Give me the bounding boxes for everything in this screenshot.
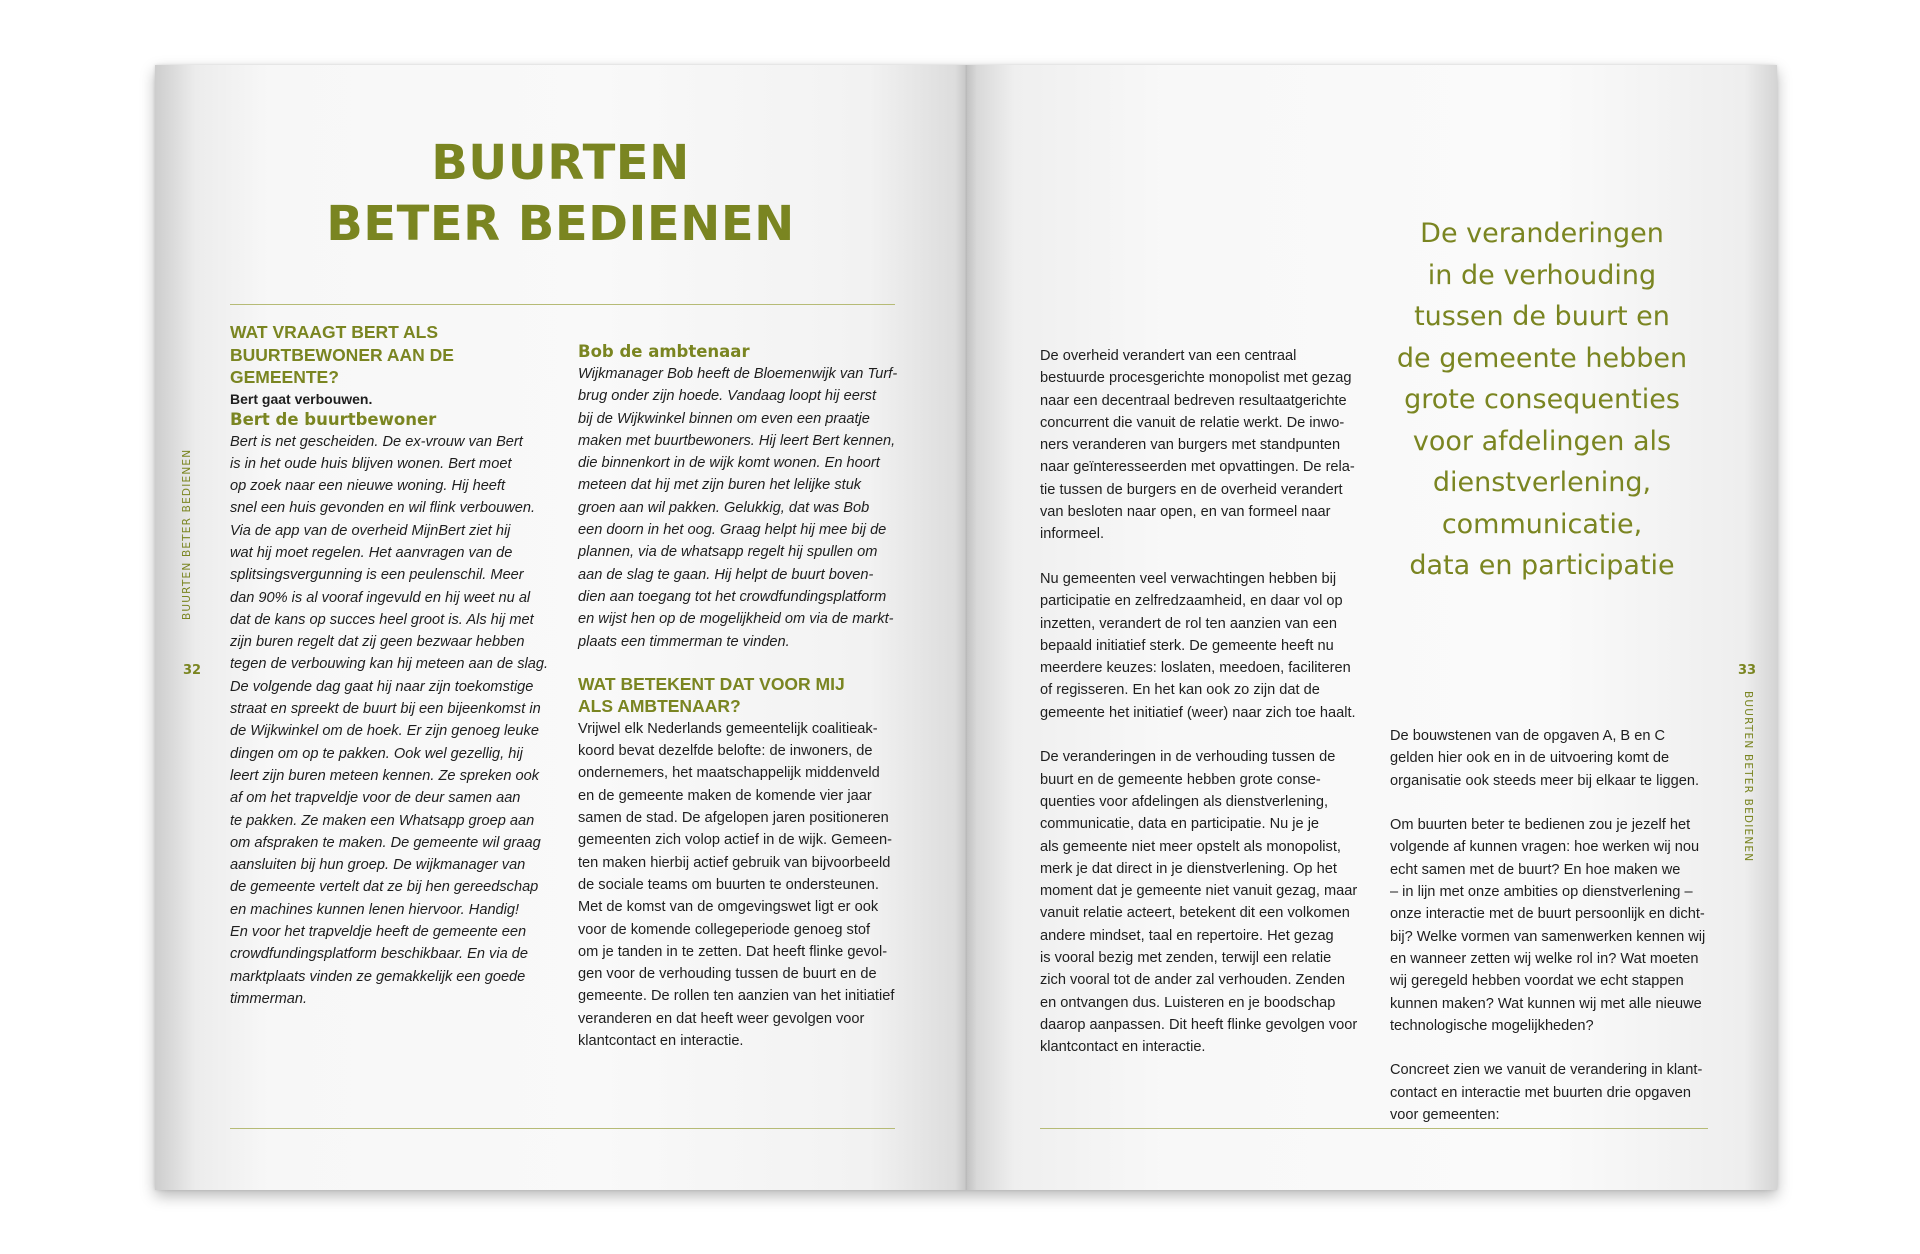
body-paragraph: Concreet zien we vanuit de verandering in klant- contact en interactie met buurten drie opgaven voor gemeenten: bbox=[1390, 1062, 1703, 1124]
body-paragraph: De bouwstenen van de opgaven A, B en C gelden hier ook en in de uitvoering komt de organisatie ook steeds meer bij elkaar te liggen. bbox=[1390, 728, 1700, 789]
right-page bbox=[966, 65, 1777, 1190]
body-paragraph: De overheid verandert van een centraal bestuurde procesgerichte monopolist met gezag naar een decentraal bedreven resultaatgerichte concurrent die vanuit de relatie werkt. De inwo- ners veranderen van burgers met standpunten naar geïnteresseerden met opvattingen. De rela- tie tussen de burgers en de overheid verandert van besloten naar open, en van formeel naar informeel. bbox=[1040, 348, 1355, 543]
bottom-rule bbox=[1040, 1128, 1708, 1129]
section-heading: WAT VRAAGT BERT ALS BUURTBEWONER AAN DE GEMEENTE? bbox=[230, 322, 454, 387]
binding-gutter bbox=[955, 65, 977, 1190]
body-paragraph: Bert is net gescheiden. De ex-vrouw van Bert is in het oude huis blijven wonen. Bert moet op zoek naar een nieuwe woning. Hij heeft snel een huis gevonden en wil flink verbouwen. Via de app van de overheid MijnBert ziet hij wat hij moet regelen. Het aanvragen van de splitsingsvergunning is een peulenschil. Meer dan 90% is al vooraf ingevuld en hij weet nu al dat de kans op succes heel groot is. Als hij met zijn buren regelt dat zij geen bezwaar hebben tegen de verbouwing kan hij meteen aan de slag. De volgende dag gaat hij naar zijn toekomstige straat en spreekt de buurt bij een bijeenkomst in de Wijkwinkel om de hoek. Er zijn genoeg leuke dingen om op te pakken. Ook wel gezellig, hij leert zijn buren meteen kennen. Ze spreken ook af om het trapveldje voor de deur samen aan te pakken. Ze maken een Whatsapp groep aan om afspraken te maken. De gemeente wil graag aansluiten bij hun groep. De wijkmanager van de gemeente vertelt dat ze bij hen gereedschap en machines kunnen lenen hiervoor. Handig! En voor het trapveldje heeft de gemeente een crowdfundingsplatform beschikbaar. En via de marktplaats vinden ze gemakkelijk een goede timmerman. bbox=[230, 433, 549, 1007]
running-head-vertical: BUURTEN BETER BEDIENEN bbox=[1742, 691, 1754, 863]
section-heading: WAT BETEKENT DAT VOOR MIJ ALS AMBTENAAR? bbox=[578, 673, 845, 717]
subheading: Bob de ambtenaar bbox=[578, 342, 750, 361]
page-number: 32 bbox=[183, 663, 202, 678]
body-paragraph: De veranderingen in de verhouding tussen de buurt en de gemeente hebben grote conse- quenties voor afdelingen als dienstverlening, communicatie, data en participatie. Nu je je als gemeente niet meer opstelt als monopolist, merk je dat direct in je dienstverlening. Op het moment dat je gemeente niet vanuit gezag, maar vanuit relatie acteert, betekent dit een volkomen andere mindset, taal en repertoire. Het gezag is vooral bezig met zenden, terwijl een relatie zich vooral tot de ander zal verhouden. Zenden en ontvangen dus. Luisteren en je boodschap daarop aanpassen. Dit heeft flinke gevolgen voor klantcontact en interactie. bbox=[1040, 749, 1358, 1056]
left-column-1 bbox=[230, 321, 550, 1010]
pull-quote: De veranderingen in de verhouding tussen de buurt en de gemeente hebben grote consequenties voor afdelingen als dienstverlening, communicatie, data en participatie bbox=[1396, 218, 1688, 581]
magazine-spread bbox=[155, 65, 1777, 1190]
right-column-2 bbox=[1390, 725, 1725, 1126]
title-line-1: BUURTEN bbox=[431, 135, 690, 191]
left-column-2 bbox=[578, 341, 908, 1052]
body-paragraph: Vrijwel elk Nederlands gemeentelijk coalitieak- koord bevat dezelfde belofte: de inwoners, de ondernemers, het maatschappelijk middenveld en de gemeente maken de komende vier jaar samen de stad. De afgelopen jaren positioneren gemeenten zich volop actief in de wijk. Gemeen- ten maken hierbij actief gebruik van bijvoorbeeld de sociale teams om buurten te ondersteunen. Met de komst van de omgevingswet ligt er ook voor de komende collegeperiode genoeg stof om je tanden in te zetten. Dat heeft flinke gevol- gen voor de verhouding tussen de buurt en de gemeente. De rollen ten aanzien van het initiatief veranderen en dat heeft weer gevolgen voor klantcontact en interactie. bbox=[578, 720, 895, 1050]
top-rule bbox=[230, 304, 895, 305]
title-line-2: BETER BEDIENEN bbox=[326, 196, 795, 252]
page-title bbox=[155, 133, 966, 255]
intro-paragraph: Wijkmanager Bob heeft de Bloemenwijk van Turf- brug onder zijn hoede. Vandaag loopt hij eerst bij de Wijkwinkel binnen om even een praatje maken met buurtbewoners. Hij leert Bert kennen, die binnenkort in de wijk komt wonen. En hoort meteen dat hij met zijn buren het lelijke stuk groen aan wil pakken. Gelukkig, dat was Bob een doorn in het oog. Graag helpt hij mee bij de plannen, via de whatsapp regelt hij spullen om aan de slag te gaan. Hij helpt de buurt boven- dien aan toegang tot het crowdfundingsplatform en wijst hen op de mogelijkheid om via de markt- plaats een timmerman te vinden. bbox=[578, 366, 898, 650]
running-head-vertical: BUURTEN BETER BEDIENEN bbox=[181, 448, 193, 620]
bottom-rule bbox=[230, 1128, 895, 1129]
subheading: Bert de buurtbewoner bbox=[230, 409, 437, 429]
left-page bbox=[155, 65, 966, 1190]
lead-text: Bert gaat verbouwen. bbox=[230, 390, 373, 407]
right-column-1 bbox=[1040, 345, 1370, 1059]
body-paragraph: Nu gemeenten veel verwachtingen hebben bij participatie en zelfredzaamheid, en daar vol op inzetten, verandert de rol ten aanzien van een bepaald initiatief sterk. De gemeente heeft nu meerdere keuzes: loslaten, meedoen, faciliteren of regisseren. En het kan ook zo zijn dat de gemeente het initiatief (weer) naar zich toe haalt. bbox=[1040, 570, 1356, 721]
page-number: 33 bbox=[1738, 663, 1757, 678]
body-paragraph: Om buurten beter te bedienen zou je jezelf het volgende af kunnen vragen: hoe werken wij nou echt samen met de buurt? En hoe maken we – in lijn met onze ambities op dienstverlening – onze interactie met de buurt persoonlijk en dicht- bij? Welke vormen van samenwerken kennen wij en wanneer zetten wij welke rol in? Wat moeten wij geregeld hebben voordat we echt stappen kunnen maken? Wat kunnen wij met alle nieuwe technologische mogelijkheden? bbox=[1390, 817, 1706, 1034]
